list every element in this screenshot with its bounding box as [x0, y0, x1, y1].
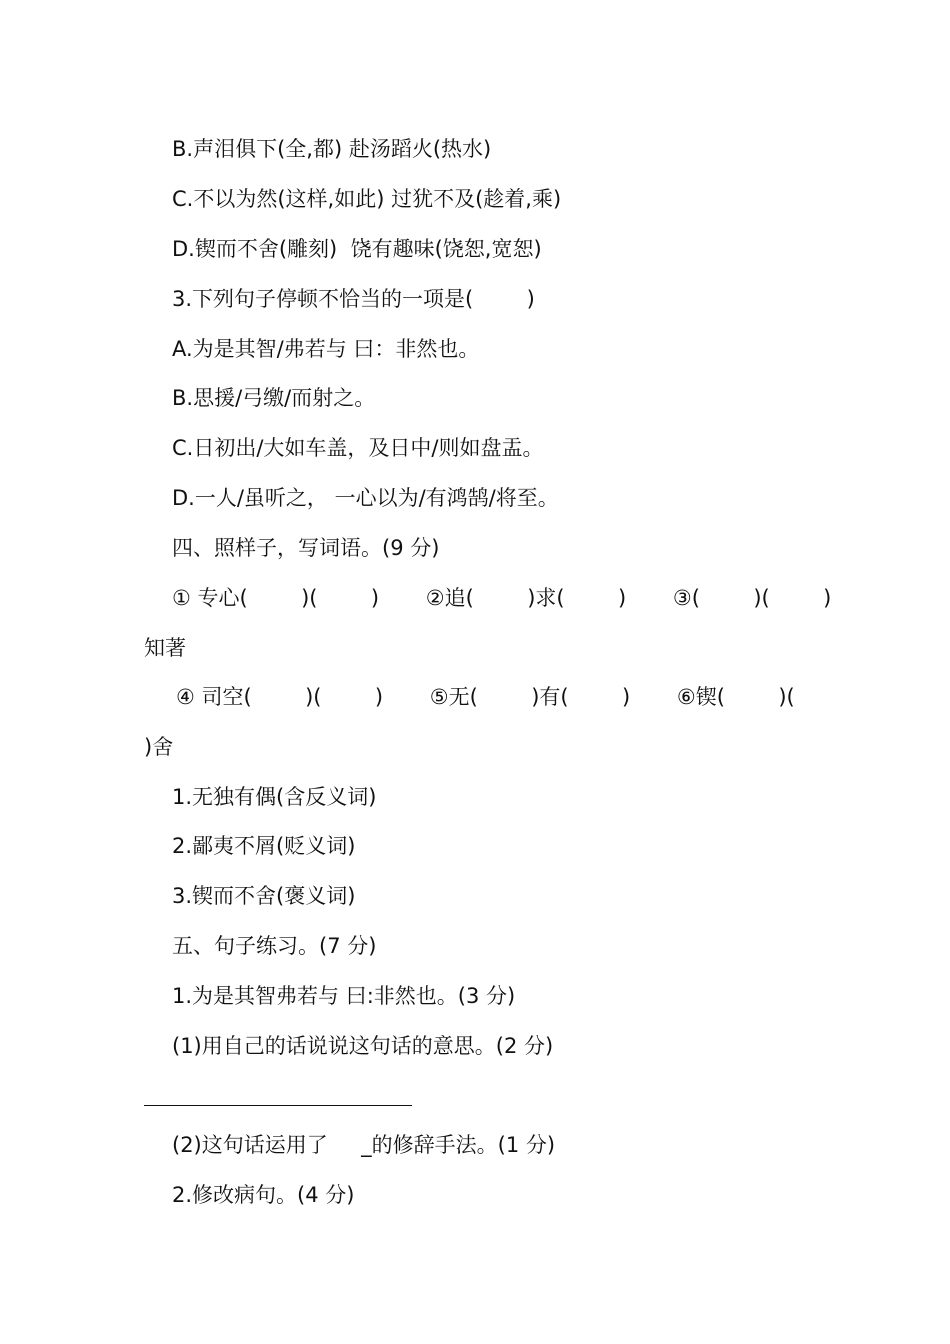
option-c: C.不以为然(这样,如此) 过犹不及(趁着,乘)	[172, 187, 562, 211]
word-row-1: ① 专心( )( ) ②追( )求( ) ③( )( )	[172, 586, 832, 610]
word-row-2-wrap: )舍	[144, 735, 174, 759]
sentence-q2: 2.修改病句。(4 分)	[172, 1183, 355, 1207]
sentence-q1: 1.为是其智弗若与 曰:非然也。(3 分)	[172, 984, 516, 1008]
question-3-stem: 3.下列句子停顿不恰当的一项是( )	[172, 287, 535, 311]
sentence-q1-part2: (2)这句话运用了 _的修辞手法。(1 分)	[172, 1133, 556, 1157]
word-row-2: ④ 司空( )( ) ⑤无( )有( ) ⑥锲( )(	[176, 685, 795, 709]
q3-option-c: C.日初出/大如车盖，及日中/则如盘盂。	[172, 436, 544, 460]
answer-line	[144, 1105, 412, 1106]
q3-option-a: A.为是其智/弗若与 曰：非然也。	[172, 337, 480, 361]
word-item-2: 2.鄙夷不屑(贬义词)	[172, 834, 356, 858]
word-item-3: 3.锲而不舍(褒义词)	[172, 884, 356, 908]
sentence-q1-part1: (1)用自己的话说说这句话的意思。(2 分)	[172, 1034, 554, 1058]
option-d: D.锲而不舍(雕刻) 饶有趣味(饶恕,宽恕)	[172, 237, 542, 261]
word-item-1: 1.无独有偶(含反义词)	[172, 785, 377, 809]
option-b: B.声泪俱下(全,都) 赴汤蹈火(热水)	[172, 137, 492, 161]
word-row-1-wrap: 知著	[144, 636, 186, 660]
section-4-heading: 四、照样子，写词语。(9 分)	[172, 536, 440, 560]
section-5-heading: 五、句子练习。(7 分)	[172, 934, 377, 958]
q3-option-b: B.思援/弓缴/而射之。	[172, 386, 376, 410]
q3-option-d: D.一人/虽听之， 一心以为/有鸿鹄/将至。	[172, 486, 559, 510]
